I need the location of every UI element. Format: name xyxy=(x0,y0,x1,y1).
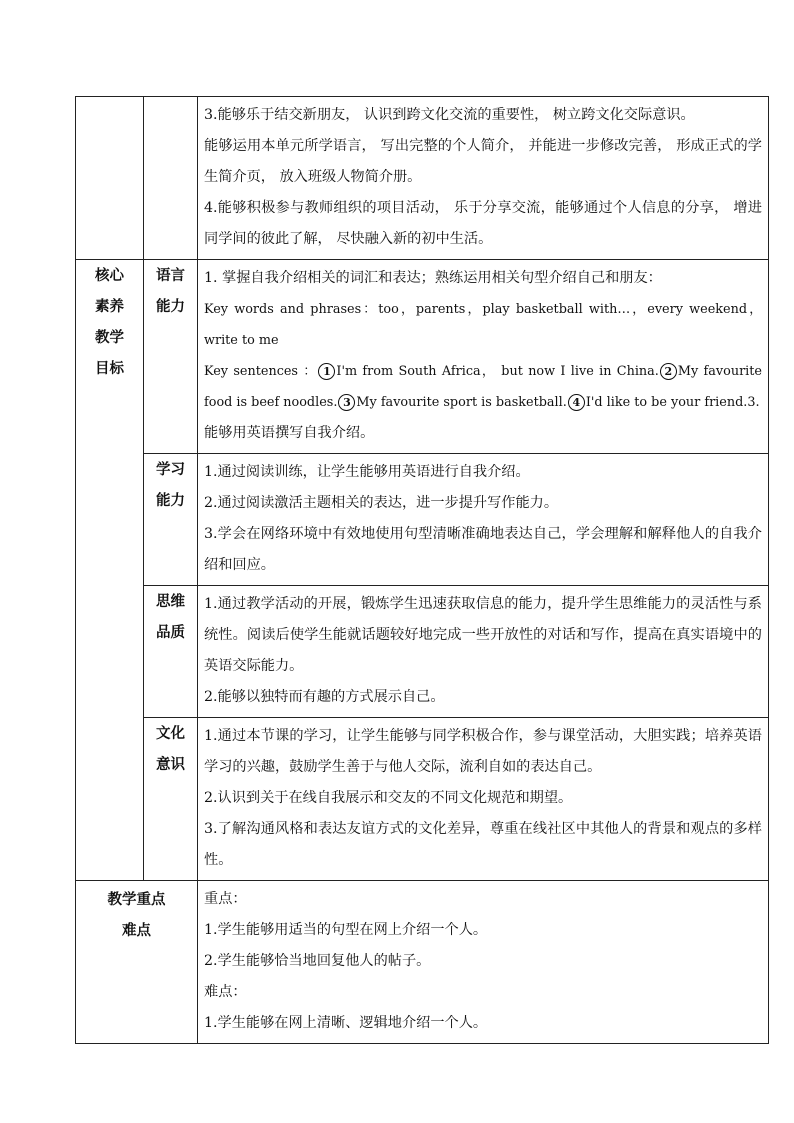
learning-line: 3.学会在网络环境中有效地使用句型清晰准确地表达自己，学会理解和解释他人的自我介绍和回应。 xyxy=(204,526,762,573)
learning-ability-label xyxy=(144,454,197,516)
cultural-awareness-label-cell xyxy=(144,718,198,881)
learning-line: 1.通过阅读训练，让学生能够用英语进行自我介绍。 xyxy=(204,464,530,480)
key-points-label xyxy=(76,881,197,946)
objective-line: 3.能够乐于结交新朋友， 认识到跨文化交流的重要性， 树立跨文化交际意识。 xyxy=(204,107,695,123)
thinking-quality-label xyxy=(144,586,197,648)
culture-line: 1.通过本节课的学习，让学生能够与同学积极合作，参与课堂活动，大胆实践；培养英语学习的兴趣，鼓励学生善于与他人交际，流利自如的表达自己。 xyxy=(204,728,762,775)
label-part: 能力 xyxy=(156,298,185,315)
thinking-quality-row xyxy=(76,586,769,718)
label-part: 能力 xyxy=(156,492,185,509)
cultural-awareness-content xyxy=(198,718,769,881)
objectives-continued-row xyxy=(76,97,769,260)
language-ability-content xyxy=(198,260,769,454)
thinking-line: 2.能够以独特而有趣的方式展示自己。 xyxy=(204,689,445,705)
language-ability-row xyxy=(76,260,769,454)
label-part: 教学重点 xyxy=(107,891,166,908)
label-part: 文化 xyxy=(156,725,185,742)
core-literacy-label xyxy=(76,260,143,384)
core-literacy-label-cell xyxy=(76,260,144,881)
thinking-line: 1.通过教学活动的开展，锻炼学生迅速获取信息的能力，提升学生思维能力的灵活性与系统性。阅读后使学生能就话题较好地完成一些开放性的对话和写作，提高在真实语境中的英语交际能力。 xyxy=(204,596,762,674)
label-part: 语言 xyxy=(156,267,185,284)
language-ability-label-cell xyxy=(144,260,198,454)
label-part: 意识 xyxy=(156,756,185,773)
key-sentence: My favourite sport is basketball. xyxy=(356,395,567,410)
circled-number-3-icon: 3 xyxy=(338,394,355,411)
label-part: 学习 xyxy=(156,461,185,478)
key-points-label-cell xyxy=(76,881,198,1044)
key-points-line: 1.学生能够在网上清晰、逻辑地介绍一个人。 xyxy=(204,1015,488,1031)
language-tail-line: 能够用英语撰写自我介绍。 xyxy=(204,425,375,441)
key-points-line: 难点： xyxy=(204,984,247,1000)
cultural-awareness-row xyxy=(76,718,769,881)
circled-number-2-icon: 2 xyxy=(660,363,677,380)
label-part: 思维 xyxy=(156,593,185,610)
key-sentences-paragraph xyxy=(204,356,762,418)
learning-line: 2.通过阅读激活主题相关的表达，进一步提升写作能力。 xyxy=(204,495,559,511)
label-part: 核心 xyxy=(95,267,124,284)
key-sentence: I'd like to be your friend.3. xyxy=(585,395,760,410)
key-words-line: Key words and phrases：too，parents，play basketball with…，every weekend，write to me xyxy=(204,302,762,348)
key-points-row xyxy=(76,881,769,1044)
key-points-content xyxy=(198,881,769,1044)
key-points-line: 1.学生能够用适当的句型在网上介绍一个人。 xyxy=(204,922,488,938)
key-sentence: I'm from South Africa， but now I live in China. xyxy=(336,364,659,379)
key-sentence: My favourite food is beef noodles. xyxy=(204,364,762,410)
learning-ability-label-cell xyxy=(144,454,198,586)
label-part: 素养 xyxy=(95,298,124,315)
circled-number-4-icon: 4 xyxy=(568,394,585,411)
empty-cell xyxy=(76,97,144,260)
cultural-awareness-label xyxy=(144,718,197,780)
objectives-continued-cell xyxy=(198,97,769,260)
objective-line: 4.能够积极参与教师组织的项目活动， 乐于分享交流，能够通过个人信息的分享， 增进同学间的彼此了解， 尽快融入新的初中生活。 xyxy=(204,200,762,247)
circled-number-1-icon: 1 xyxy=(318,363,335,380)
label-part: 目标 xyxy=(95,360,124,377)
language-ability-label xyxy=(144,260,197,322)
key-points-line: 2.学生能够恰当地回复他人的帖子。 xyxy=(204,953,431,969)
empty-cell xyxy=(144,97,198,260)
culture-line: 3.了解沟通风格和表达友谊方式的文化差异，尊重在线社区中其他人的背景和观点的多样性。 xyxy=(204,821,762,868)
lesson-plan-table xyxy=(75,96,769,1044)
thinking-quality-label-cell xyxy=(144,586,198,718)
label-part: 教学 xyxy=(95,329,124,346)
learning-ability-row xyxy=(76,454,769,586)
thinking-quality-content xyxy=(198,586,769,718)
language-line: 1. 掌握自我介绍相关的词汇和表达；熟练运用相关句型介绍自己和朋友： xyxy=(204,270,662,286)
key-points-line: 重点： xyxy=(204,891,247,907)
objective-line: 能够运用本单元所学语言， 写出完整的个人简介， 并能进一步修改完善， 形成正式的学生简介页， 放入班级人物简介册。 xyxy=(204,138,762,185)
culture-line: 2.认识到关于在线自我展示和交友的不同文化规范和期望。 xyxy=(204,790,573,806)
learning-ability-content xyxy=(198,454,769,586)
label-part: 品质 xyxy=(156,624,185,641)
key-sentences-lead: Key sentences ： xyxy=(204,364,318,379)
label-part: 难点 xyxy=(122,922,151,939)
